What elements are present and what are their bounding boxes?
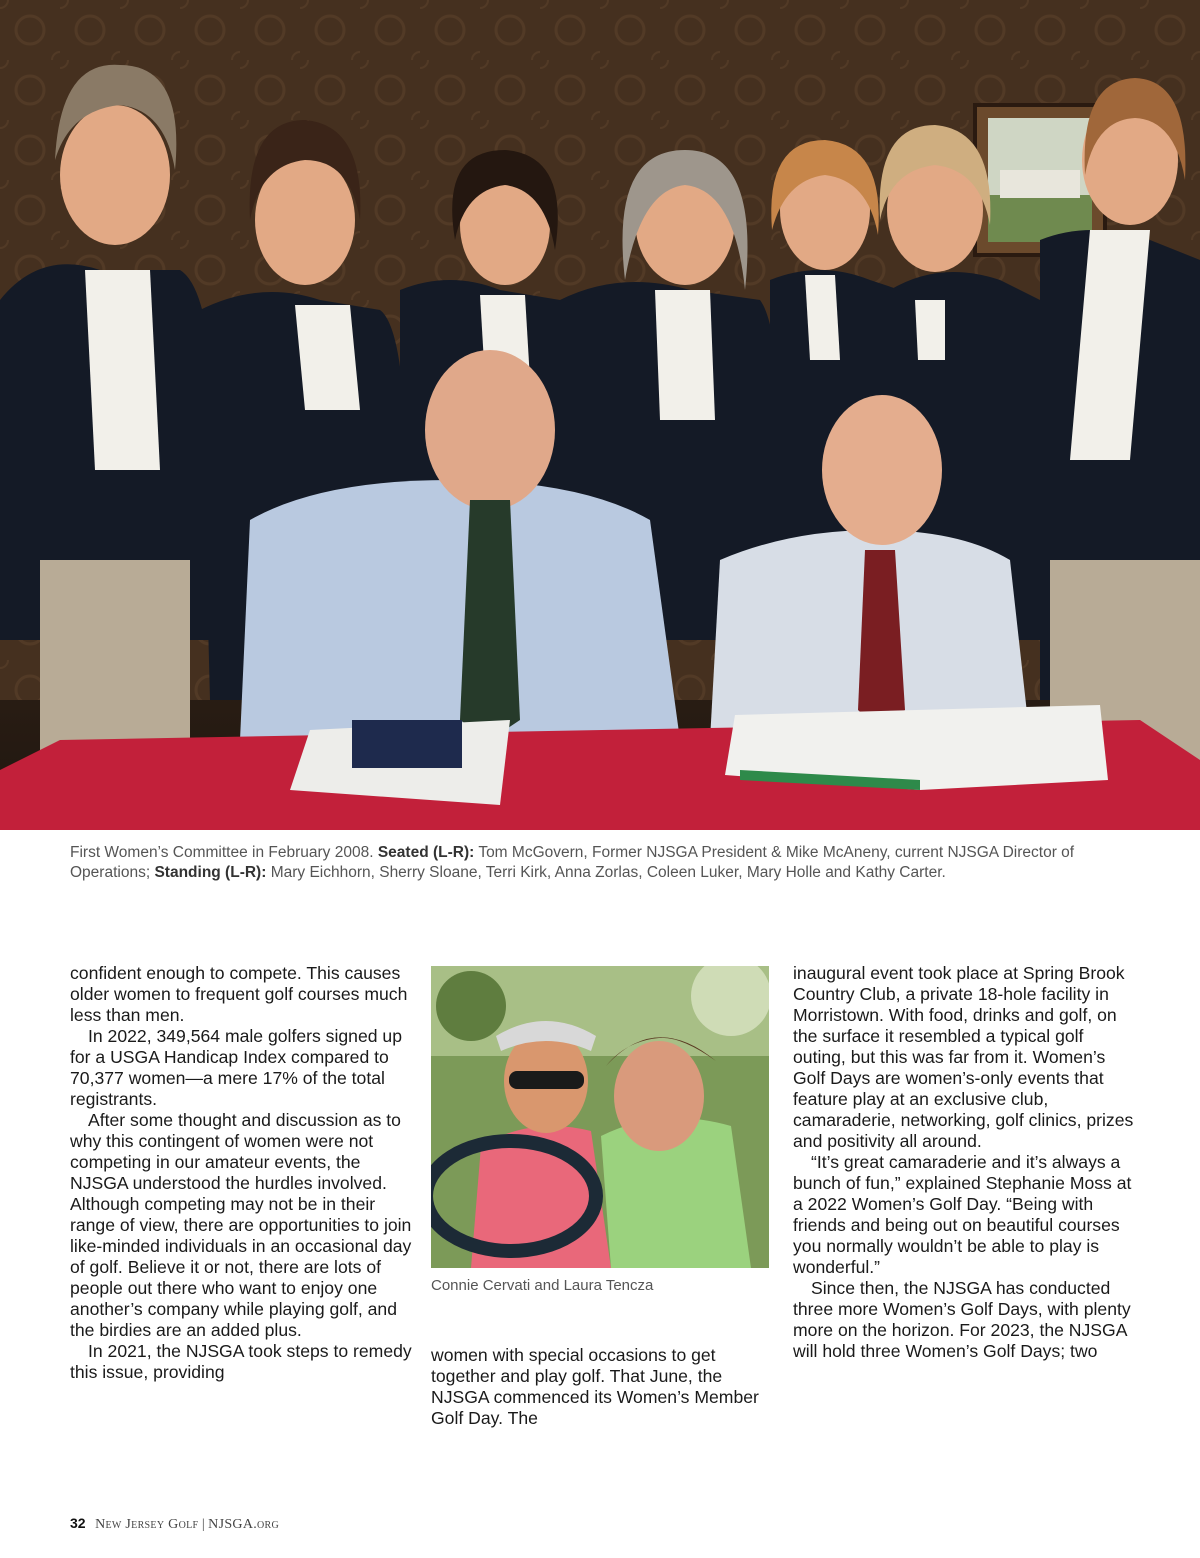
paragraph: After some thought and discussion as to why this contingent of women were not competing in our amateur events, the NJSGA understood the hurdles involved. Although competing may not be in their range of view, there are opportunities to join like-minded individuals in an occasional day of golf. Believe it or not, there are lots of people out there who want to enjoy one another’s company while playing golf, and the birdies are an added plus.	[70, 1110, 412, 1340]
inset-photo	[431, 966, 769, 1268]
inset-photo-illustration	[431, 966, 769, 1268]
hero-photo-caption	[70, 843, 1150, 883]
paragraph: In 2022, 349,564 male golfers signed up for a USGA Handicap Index compared to 70,377 women—a mere 17% of the total registrants.	[70, 1026, 402, 1109]
magazine-name: New Jersey Golf	[95, 1517, 199, 1532]
inset-photo-caption: Connie Cervati and Laura Tencza	[431, 1277, 654, 1294]
article-column-2	[431, 1345, 771, 1429]
paragraph: “It’s great camaraderie and it’s always a bunch of fun,” explained Stephanie Moss at a 2022 Women’s Golf Day. “Being with friends and being out on beautiful courses you normally wouldn’t be able to play is wonderful.”	[793, 1152, 1132, 1277]
caption-seated-label: Seated (L-R):	[377, 844, 475, 861]
footer-separator: |	[201, 1517, 205, 1532]
caption-seated-text: Tom McGovern, Former NJSGA President & Mike McAneny, current NJSGA Director of Operations;	[70, 844, 1075, 881]
caption-standing-label: Standing (L-R):	[154, 864, 267, 881]
article-column-3	[793, 963, 1138, 1362]
caption-standing-text: Mary Eichhorn, Sherry Sloane, Terri Kirk, Anna Zorlas, Coleen Luker, Mary Holle and Kathy Carter.	[270, 864, 946, 881]
paragraph: women with special occasions to get together and play golf. That June, the NJSGA commenced its Women’s Member Golf Day. The	[431, 1345, 759, 1428]
page-number: 32	[70, 1515, 86, 1531]
paragraph: Since then, the NJSGA has conducted three more Women’s Golf Days, with plenty more on the horizon. For 2023, the NJSGA will hold three Women’s Golf Days; two	[793, 1278, 1131, 1361]
paragraph: In 2021, the NJSGA took steps to remedy this issue, providing	[70, 1341, 412, 1382]
caption-intro: First Women’s Committee in February 2008.	[70, 844, 374, 861]
paragraph: confident enough to compete. This causes older women to frequent golf courses much less than men.	[70, 963, 408, 1025]
article-column-1	[70, 963, 415, 1383]
page-footer	[70, 1515, 279, 1533]
paragraph: inaugural event took place at Spring Brook Country Club, a private 18-hole facility in Morristown. With food, drinks and golf, on the surface it resembled a typical golf outing, but this was far from it. Women’s Golf Days are women’s-only events that feature play at an exclusive club, camaraderie, networking, golf clinics, prizes and positivity all around.	[793, 963, 1134, 1151]
website: NJSGA.org	[208, 1517, 280, 1532]
